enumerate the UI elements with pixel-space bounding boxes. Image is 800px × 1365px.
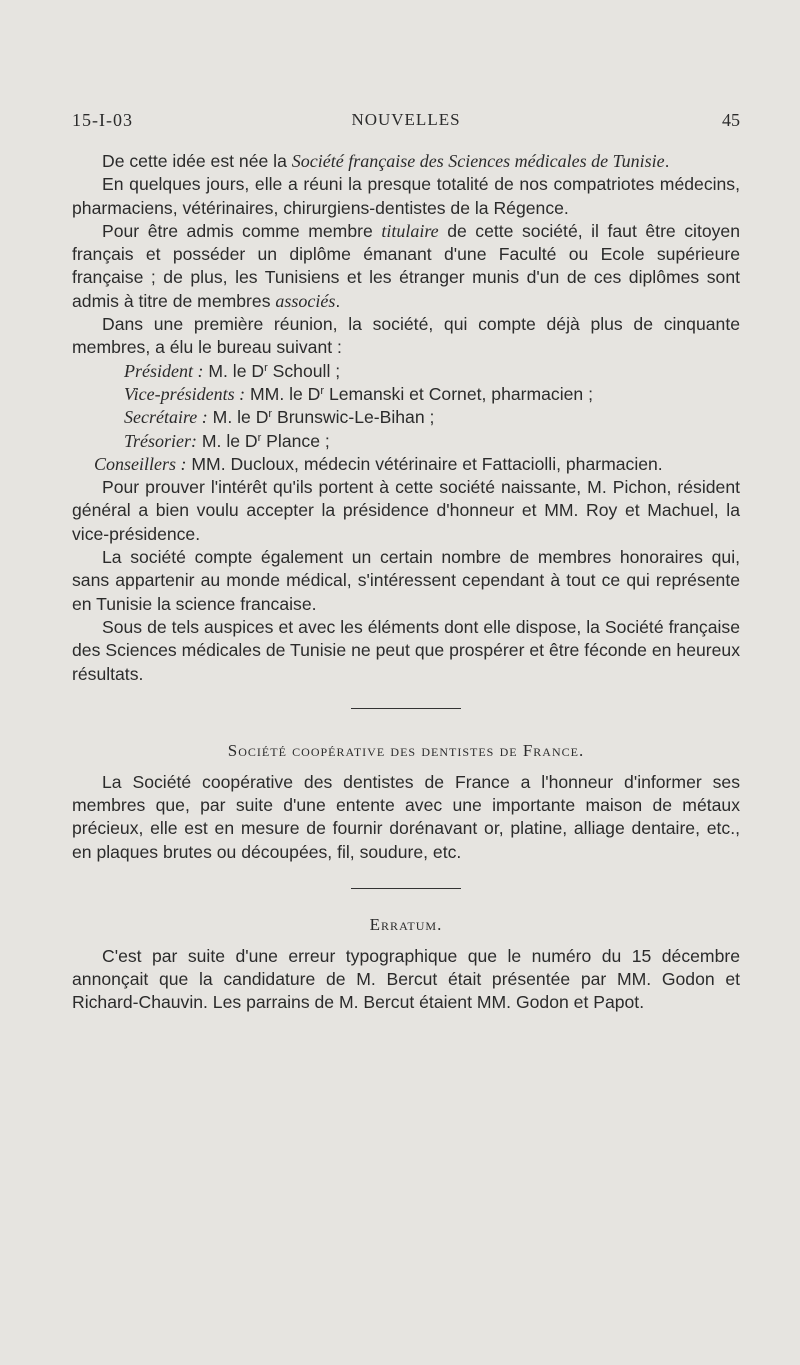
paragraph: De cette idée est née la Société française des Sciences médicales de Tunisie. — [102, 151, 670, 171]
running-header — [72, 110, 740, 140]
divider — [351, 708, 461, 710]
officer-councillors: Conseillers : MM. Ducloux, médecin vétérinaire et Fattaciolli, pharmacien. — [94, 453, 663, 474]
paragraph: Sous de tels auspices et avec les éléments dont elle dispose, la Société française des Sciences médicales de Tunisie ne peut que prospérer et être féconde en heureux résultats. — [72, 616, 740, 684]
paragraph: La Société coopérative des dentistes de France a l'honneur d'informer ses membres que, par suite d'une entente avec une importante maison de métaux précieux, elle est en mesure de fournir dorénavant or, platine, alliage dentaire, etc., en plaques brutes ou découpées, fil, soudure, etc. — [72, 771, 740, 862]
paragraph: Pour prouver l'intérêt qu'ils portent à cette société naissante, M. Pichon, résident général a bien voulu accepter la présidence d'honneur et MM. Roy et Machuel, la vice-présidence. — [72, 477, 740, 544]
section-heading: Société coopérative des dentistes de France. — [227, 741, 585, 761]
article-body — [72, 150, 740, 1015]
paragraph: Pour être admis comme membre titulaire de cette société, il faut être citoyen français et posséder un diplôme émanant d'une Faculté ou Ecole supérieure française ; de plus, les Tunisiens et les étranger munis d'un de ces diplômes sont admis à titre de membres associés. — [72, 220, 740, 311]
paragraph: En quelques jours, elle a réuni la presque totalité de nos compatriotes médecins, pharmaciens, vétérinaires, chirurgiens-dentistes de la Régence. — [72, 174, 740, 218]
officer-president: Président : M. le $D^r$ Schoull ; — [124, 360, 341, 381]
officer-secretary: Secrétaire : M. le $D^r$ Brunswic-Le-Bihan ; — [124, 407, 435, 428]
officer-vice-presidents: Vice-présidents : MM. le $D^r$ Lemanski et Cornet, pharmacien ; — [124, 383, 593, 404]
paragraph: C'est par suite d'une erreur typographique que le numéro du 15 décembre annonçait que la candidature de M. Bercut était présentée par MM. Godon et Richard-Chauvin. Les parrains de M. Bercut étaient MM. Godon et Papot. — [72, 945, 740, 1013]
section-title: NOUVELLES — [351, 110, 461, 129]
page-number: 45 — [722, 110, 740, 130]
paragraph: La société compte également un certain nombre de membres honoraires qui, sans appartenir au monde médical, s'intéressent cependant à tout ce qui représente en Tunisie la science francaise. — [72, 547, 740, 614]
officer-treasurer: Trésorier: M. le $D^r$ Plance ; — [124, 430, 330, 451]
paragraph: Dans une première réunion, la société, qui compte déjà plus de cinquante membres, a élu le bureau suivant : — [72, 314, 740, 358]
section-heading: Erratum. — [369, 915, 443, 935]
divider — [351, 888, 461, 890]
issue-date: 15-I-03 — [72, 110, 133, 130]
society-name: Société française des Sciences médicales de Tunisie — [291, 151, 665, 171]
